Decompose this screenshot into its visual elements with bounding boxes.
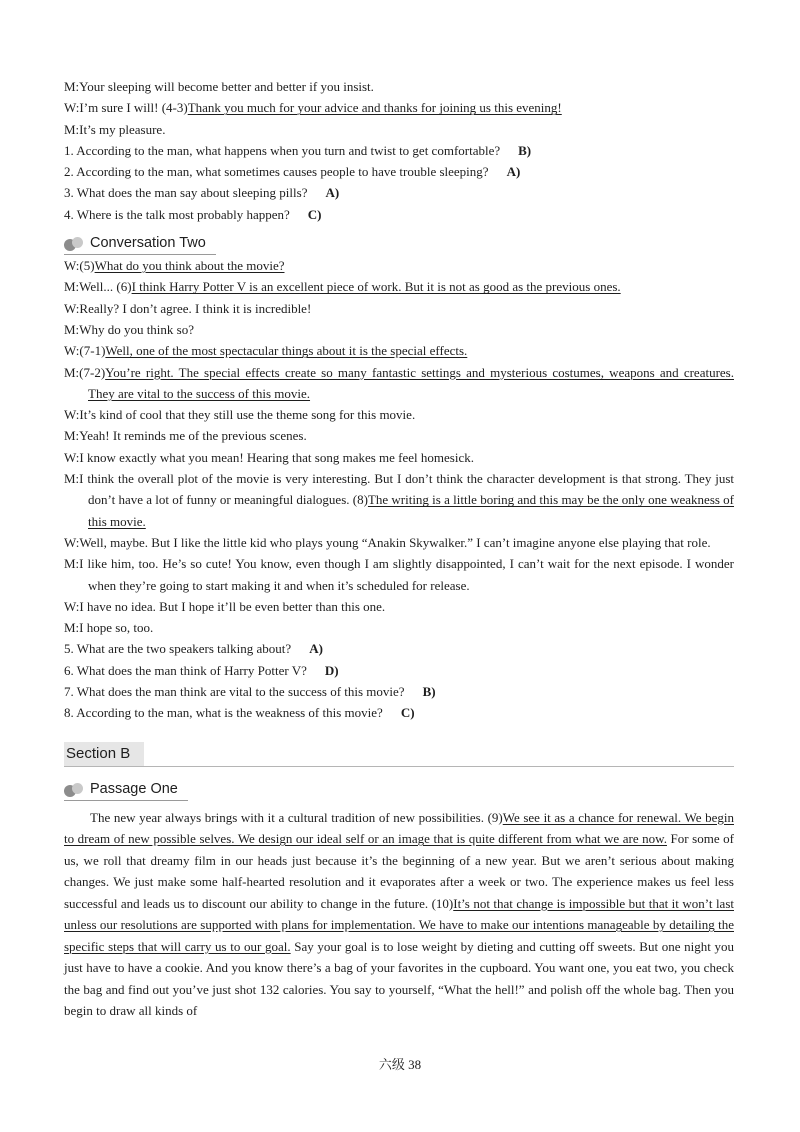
dialogue-line: W:Well, maybe. But I like the little kid who plays young “Anakin Skywalker.” I can’t imagine anyone else playing that role. <box>64 534 711 550</box>
question-item: 5. What are the two speakers talking about? A) <box>64 641 323 657</box>
question-item: 7. What does the man think are vital to the success of this movie? B) <box>64 684 436 700</box>
dialogue-line: W:I have no idea. But I hope it’ll be even better than this one. <box>64 598 386 614</box>
conversation-two-heading <box>64 231 734 255</box>
passage-text: The new year always brings with it a cultural tradition of new possibilities. (9)We see it as a chance for renewal. We begin to dream of new possible selves. We design our ideal self or an image that is quite different from what we are now. For some of us, we roll that dreamy film in our heads just because it’s the beginning of a new year. But we aren’t serious about making changes. We just make some half-hearted resolution and it evaporates after a week or two. The experience makes us feel less successful and leads us to discount our ability to change in the future. (10)It’s not that change is impossible but that it won’t last unless our resolutions are supported with plans for implementation. We have to make our intentions manageable by detailing the specific steps that will carry us to our goal. Say your goal is to lose weight by dieting and cutting off sweets. But one night you just have to have a cookie. And you know there’s a bag of your favorites in the cupboard. You want one, you eat two, you check the bag and find out you’ve just shot 132 calories. You say to yourself, “What the hell!” and polish off the whole bag. Then you begin to draw all kinds of <box>64 809 734 1019</box>
bubble-icon <box>64 236 84 250</box>
section-b-heading <box>64 742 734 767</box>
answer-key: A) <box>309 641 323 657</box>
passage-one-heading <box>64 777 734 801</box>
dialogue-line: W:I know exactly what you mean! Hearing that song makes me feel homesick. <box>64 449 474 465</box>
conversation-title: Conversation Two <box>90 235 206 252</box>
page-number: 六级 38 <box>378 1057 422 1072</box>
bubble-icon <box>64 782 84 796</box>
dialogue-line: M:(7-2)You’re right. The special effects create so many fantastic settings and mysterious costumes, weapons and creatures. They are vital to the success of this movie. <box>64 364 734 401</box>
question-item: 8. According to the man, what is the weakness of this movie? C) <box>64 705 415 721</box>
answer-key: C) <box>307 206 322 222</box>
answer-key: D) <box>324 662 339 678</box>
dialogue-line: W:(5)What do you think about the movie? <box>64 258 285 274</box>
question-item: 4. Where is the talk most probably happen? C) <box>64 206 322 222</box>
dialogue-line: W:I’m sure I will! (4-3)Thank you much for your advice and thanks for joining us this evening! <box>64 100 562 116</box>
dialogue-line: W:Really? I don’t agree. I think it is incredible! <box>64 300 312 316</box>
passage-title: Passage One <box>90 780 178 797</box>
dialogue-line: M:Your sleeping will become better and better if you insist. <box>64 79 374 94</box>
answer-key: A) <box>506 164 521 180</box>
question-item: 2. According to the man, what sometimes causes people to have trouble sleeping? A) <box>64 164 521 180</box>
dialogue-line: M:Well... (6)I think Harry Potter V is an excellent piece of work. But it is not as good as the previous ones. <box>64 279 621 295</box>
dialogue-line: M:Why do you think so? <box>64 321 194 337</box>
question-item: 6. What does the man think of Harry Potter V? D) <box>64 662 339 678</box>
question-item: 3. What does the man say about sleeping pills? A) <box>64 185 340 201</box>
dialogue-line: W:(7-1)Well, one of the most spectacular things about it is the special effects. <box>64 343 468 359</box>
page-body <box>64 76 734 1022</box>
answer-key: B) <box>518 142 532 158</box>
dialogue-line: M:I hope so, too. <box>64 620 154 636</box>
dialogue-line: W:It’s kind of cool that they still use the theme song for this movie. <box>64 407 416 423</box>
question-item: 1. According to the man, what happens when you turn and twist to get comfortable? B) <box>64 142 532 158</box>
answer-key: A) <box>325 185 340 201</box>
dialogue-line: M:It’s my pleasure. <box>64 121 166 137</box>
dialogue-line: M:I think the overall plot of the movie is very interesting. But I don’t think the character development is that strong. They just don’t have a lot of funny or meaningful dialogues. (8)The writing is a little boring and this may be the only one weakness of this movie. <box>64 471 735 529</box>
answer-key: B) <box>422 684 436 700</box>
dialogue-line: M:I like him, too. He’s so cute! You know, even though I am slightly disappointed, I can’t wait for the next episode. I wonder when they’re going to start making it and when it’s scheduled for release. <box>64 556 734 593</box>
dialogue-line: M:Yeah! It reminds me of the previous scenes. <box>64 428 307 444</box>
answer-key: C) <box>400 705 415 721</box>
section-title: Section B <box>66 745 131 763</box>
